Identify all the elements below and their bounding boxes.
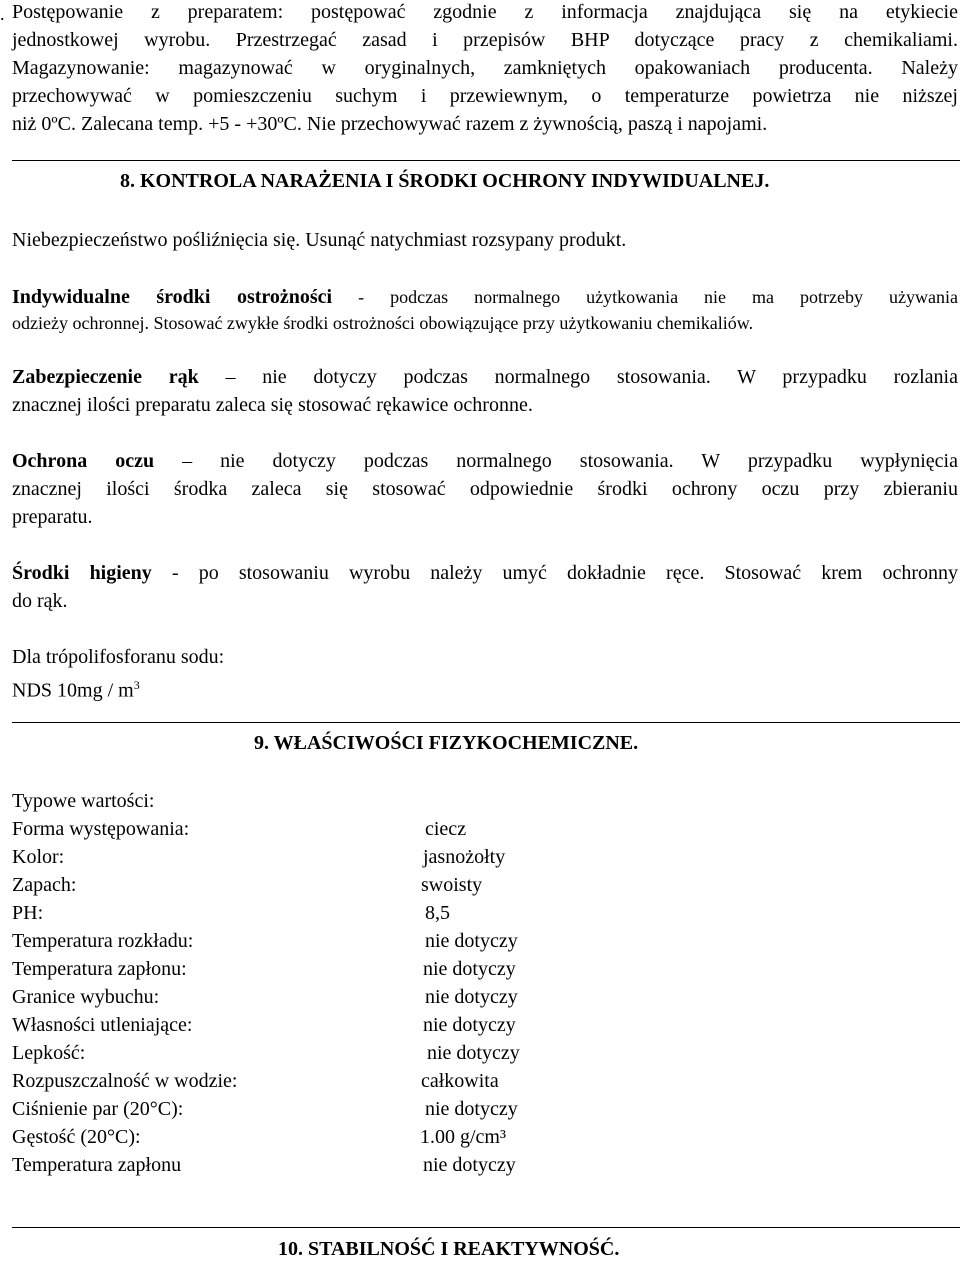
property-value: nie dotyczy bbox=[425, 1098, 518, 1120]
eye-protection-label: Ochrona oczu bbox=[12, 450, 155, 472]
storage-line-3: Magazynowanie: magazynować w oryginalnych, zamkniętych opakowaniach producenta. Należy bbox=[12, 57, 958, 79]
property-label: Forma występowania: bbox=[12, 818, 190, 840]
property-value: nie dotyczy bbox=[427, 1042, 520, 1064]
hygiene-label: Środki higieny bbox=[12, 562, 152, 584]
property-label: PH: bbox=[12, 902, 44, 924]
section-divider bbox=[12, 722, 960, 723]
property-value: całkowita bbox=[421, 1070, 499, 1092]
section-divider bbox=[12, 1227, 960, 1228]
property-label: Zapach: bbox=[12, 874, 77, 896]
nds-value bbox=[12, 671, 958, 705]
eye-protection-line-2: znacznej ilości środka zaleca się stosować odpowiednie środki ochrony oczu przy zbieraniu bbox=[12, 478, 958, 500]
property-value: nie dotyczy bbox=[423, 1154, 516, 1176]
section-divider bbox=[12, 160, 960, 161]
property-label: Rozpuszczalność w wodzie: bbox=[12, 1070, 238, 1092]
eye-protection-line-1 bbox=[12, 447, 958, 475]
property-label: Ciśnienie par (20°C): bbox=[12, 1098, 184, 1120]
property-value: nie dotyczy bbox=[423, 958, 516, 980]
storage-line-1: Postępowanie z preparatem: postępować zgodnie z informacja znajdująca się na etykiecie bbox=[12, 1, 958, 23]
storage-line-4: przechowywać w pomieszczeniu suchym i przewiewnym, o temperaturze powietrza nie niższej bbox=[12, 85, 958, 107]
individual-precautions-text: - podczas normalnego użytkowania nie ma potrzeby używania bbox=[332, 287, 958, 307]
eye-protection-line-3: preparatu. bbox=[12, 506, 93, 528]
section-8-title: 8. KONTROLA NARAŻENIA I ŚRODKI OCHRONY INDYWIDUALNEJ. bbox=[120, 170, 770, 192]
hygiene-text: - po stosowaniu wyrobu należy umyć dokładnie ręce. Stosować krem ochronny bbox=[151, 562, 958, 584]
property-label: Temperatura zapłonu: bbox=[12, 958, 187, 980]
property-value: ciecz bbox=[425, 818, 467, 840]
slip-warning: Niebezpieczeństwo pośliźnięcia się. Usunąć natychmiast rozsypany produkt. bbox=[12, 229, 627, 251]
property-label: Kolor: bbox=[12, 846, 65, 868]
individual-precautions-line-1 bbox=[12, 283, 958, 311]
hand-protection-line-1 bbox=[12, 363, 958, 391]
property-value: jasnożołty bbox=[423, 846, 506, 868]
nds-value-text: NDS 10mg / m bbox=[12, 679, 134, 702]
hygiene-line-2: do rąk. bbox=[12, 590, 68, 612]
property-label: Temperatura zapłonu bbox=[12, 1154, 182, 1176]
property-label: Granice wybuchu: bbox=[12, 986, 160, 1008]
typical-values-label: Typowe wartości: bbox=[12, 790, 155, 812]
hand-protection-label: Zabezpieczenie rąk bbox=[12, 366, 199, 388]
storage-line-5: niż 0ºC. Zalecana temp. +5 - +30ºC. Nie przechowywać razem z żywnością, paszą i napojami. bbox=[12, 113, 768, 135]
storage-line-2: jednostkowej wyrobu. Przestrzegać zasad i przepisów BHP dotyczące pracy z chemikaliami. bbox=[12, 29, 958, 51]
property-value: nie dotyczy bbox=[425, 986, 518, 1008]
property-value: nie dotyczy bbox=[425, 930, 518, 952]
property-value: 8,5 bbox=[425, 902, 450, 924]
property-label: Gęstość (20°C): bbox=[12, 1126, 141, 1148]
bullet-marker: . bbox=[0, 4, 5, 24]
eye-protection-text: – nie dotyczy podczas normalnego stosowania. W przypadku wypłynięcia bbox=[154, 450, 958, 472]
hand-protection-line-2: znacznej ilości preparatu zaleca się stosować rękawice ochronne. bbox=[12, 394, 533, 416]
hand-protection-text: – nie dotyczy podczas normalnego stosowania. W przypadku rozlania bbox=[198, 366, 958, 388]
section-9-title: 9. WŁAŚCIWOŚCI FIZYKOCHEMICZNE. bbox=[254, 732, 639, 754]
property-label: Temperatura rozkładu: bbox=[12, 930, 194, 952]
property-label: Własności utleniające: bbox=[12, 1014, 193, 1036]
property-value: swoisty bbox=[421, 874, 483, 896]
property-value: 1.00 g/cm³ bbox=[420, 1126, 506, 1148]
property-label: Lepkość: bbox=[12, 1042, 86, 1064]
property-value: nie dotyczy bbox=[423, 1014, 516, 1036]
nds-substance-label: Dla trópolifosforanu sodu: bbox=[12, 646, 225, 668]
individual-precautions-line-2: odzieży ochronnej. Stosować zwykłe środki ostrożności obowiązujące przy użytkowaniu chemikaliów. bbox=[12, 313, 754, 333]
section-10-title: 10. STABILNOŚĆ I REAKTYWNOŚĆ. bbox=[278, 1238, 620, 1260]
individual-precautions-label: Indywidualne środki ostrożności bbox=[12, 286, 333, 308]
nds-unit-exponent: 3 bbox=[133, 678, 140, 692]
hygiene-line-1 bbox=[12, 559, 958, 587]
